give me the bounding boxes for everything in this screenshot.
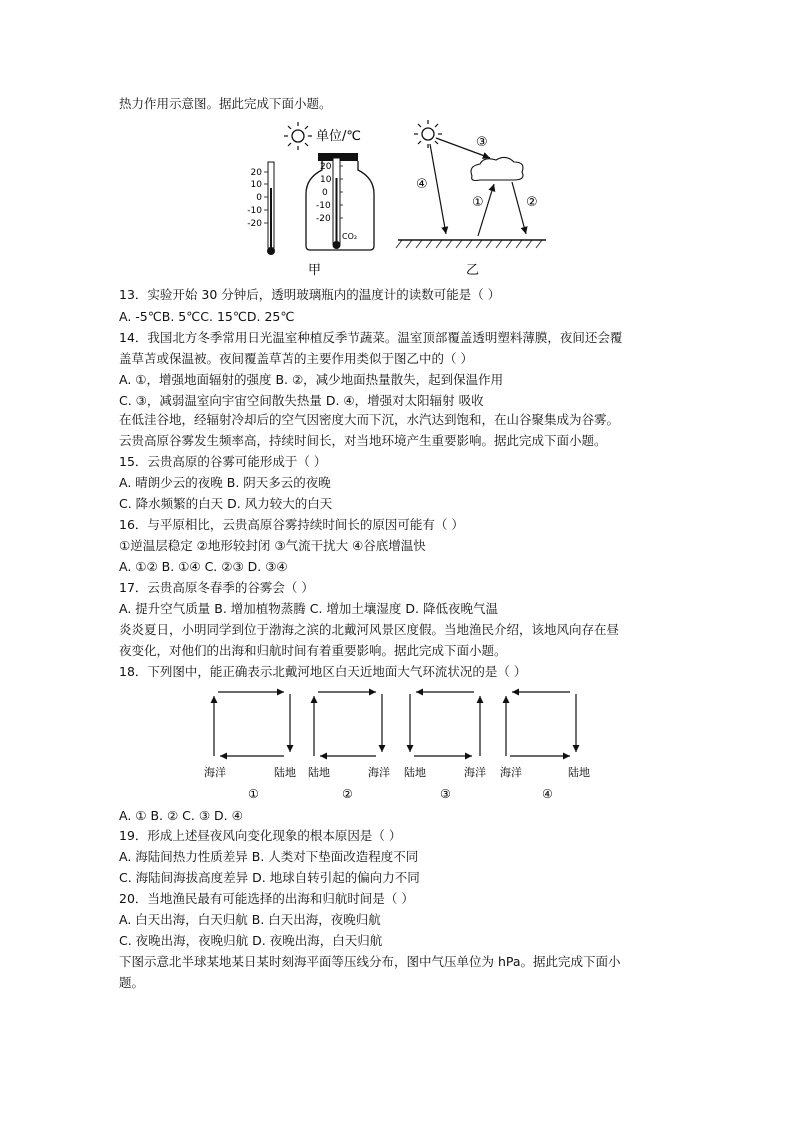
passage-isobar-cont: 题。 bbox=[119, 975, 145, 990]
svg-text:海洋: 海洋 bbox=[368, 766, 390, 779]
svg-text:海洋: 海洋 bbox=[204, 766, 226, 779]
svg-text:10: 10 bbox=[320, 175, 332, 185]
arrow-label-2: ② bbox=[526, 195, 538, 210]
circulation-diagram-1 bbox=[204, 692, 296, 801]
q19-options-ab: A. 海陆间热力性质差异 B. 人类对下垫面改造程度不同 bbox=[119, 849, 419, 864]
svg-text:-10: -10 bbox=[247, 206, 262, 216]
svg-text:20: 20 bbox=[250, 168, 262, 178]
unit-label: 单位/℃ bbox=[316, 129, 361, 144]
svg-text:0: 0 bbox=[322, 188, 328, 198]
passage-valley-fog: 在低洼谷地，经辐射冷却后的空气因密度大而下沉，水汽达到饱和，在山谷聚集成为谷雾。 bbox=[119, 412, 620, 427]
q13-options: A. -5℃B. 5℃C. 15℃D. 25℃ bbox=[119, 309, 295, 324]
outside-thermometer bbox=[247, 162, 275, 255]
circulation-diagram-4 bbox=[500, 692, 590, 801]
svg-text:海洋: 海洋 bbox=[500, 766, 522, 779]
passage-beidaihe-cont: 夜变化，对他们的出海和归航时间有着重要影响。据此完成下面小题。 bbox=[119, 643, 507, 658]
q14-options-cd: C. ③，减弱温室向宇宙空间散失热量 D. ④，增强对太阳辐射 吸收 bbox=[119, 393, 484, 408]
svg-text:-10: -10 bbox=[316, 201, 331, 211]
arrow-label-3: ③ bbox=[476, 135, 488, 150]
q16-options: A. ①② B. ①④ C. ②③ D. ③④ bbox=[119, 559, 288, 574]
q15-stem: 15．云贵高原的谷雾可能形成于（ ） bbox=[119, 454, 327, 469]
q16-stem: 16．与平原相比，云贵高原谷雾持续时间长的原因可能有（ ） bbox=[119, 517, 464, 532]
q16-items: ①逆温层稳定 ②地形较封闭 ③气流干扰大 ④谷底增温快 bbox=[119, 538, 426, 553]
q20-options-ab: A. 白天出海，白天归航 B. 白天出海，夜晚归航 bbox=[119, 912, 381, 927]
arrow-label-1: ① bbox=[472, 195, 484, 210]
q20-options-cd: C. 夜晚出海，夜晚归航 D. 夜晚出海，白天归航 bbox=[119, 933, 383, 948]
svg-text:-20: -20 bbox=[316, 214, 331, 224]
q14-stem-cont: 盖草苫或保温被。夜间覆盖草苫的主要作用类似于图乙中的（ ） bbox=[119, 351, 473, 366]
circulation-diagrams bbox=[198, 684, 608, 806]
arrow-label-4: ④ bbox=[416, 177, 428, 192]
svg-text:④: ④ bbox=[542, 787, 553, 801]
q15-options-ab: A. 晴朗少云的夜晚 B. 阴天多云的夜晚 bbox=[119, 475, 331, 490]
cloud-icon bbox=[471, 157, 523, 180]
svg-text:陆地: 陆地 bbox=[274, 766, 296, 779]
passage-valley-fog-cont: 云贵高原谷雾发生频率高，持续时间长，对当地环境产生重要影响。据此完成下面小题。 bbox=[119, 433, 607, 448]
passage-beidaihe: 炎炎夏日，小明同学到位于渤海之滨的北戴河风景区度假。当地渔民介绍，该地风向存在昼 bbox=[119, 622, 620, 637]
heat-effect-figure bbox=[240, 118, 560, 280]
sun-icon bbox=[284, 122, 312, 150]
svg-text:陆地: 陆地 bbox=[308, 766, 330, 779]
circulation-diagram-3 bbox=[404, 692, 486, 801]
q19-options-cd: C. 海陆间海拔高度差异 D. 地球自转引起的偏向力不同 bbox=[119, 870, 420, 885]
svg-text:10: 10 bbox=[250, 180, 262, 190]
glass-bottle bbox=[306, 153, 374, 250]
q13-stem: 13．实验开始 30 分钟后，透明玻璃瓶内的温度计的读数可能是（ ） bbox=[119, 287, 501, 302]
q18-options: A. ① B. ② C. ③ D. ④ bbox=[119, 808, 243, 823]
figure-label-jia: 甲 bbox=[308, 263, 322, 278]
q17-stem: 17．云贵高原冬春季的谷雾会（ ） bbox=[119, 580, 314, 595]
q14-options-ab: A. ①，增强地面辐射的强度 B. ②，减少地面热量散失，起到保温作用 bbox=[119, 372, 504, 387]
co2-label: CO₂ bbox=[342, 232, 358, 241]
q19-stem: 19．形成上述昼夜风向变化现象的根本原因是（ ） bbox=[119, 828, 402, 843]
q14-stem: 14．我国北方冬季常用日光温室种植反季节蔬菜。温室顶部覆盖透明塑料薄膜，夜间还会覆 bbox=[119, 330, 623, 345]
circulation-diagram-2 bbox=[308, 692, 390, 801]
figure-label-yi: 乙 bbox=[466, 263, 480, 278]
svg-text:③: ③ bbox=[440, 787, 451, 801]
q17-options: A. 提升空气质量 B. 增加植物蒸腾 C. 增加土壤湿度 D. 降低夜晚气温 bbox=[119, 601, 498, 616]
passage-isobar: 下图示意北半球某地某日某时刻海平面等压线分布，图中气压单位为 hPa。据此完成下面小 bbox=[119, 954, 621, 969]
q20-stem: 20．当地渔民最有可能选择的出海和归航时间是（ ） bbox=[119, 891, 414, 906]
passage-intro: 热力作用示意图。据此完成下面小题。 bbox=[119, 96, 332, 111]
svg-text:海洋: 海洋 bbox=[464, 766, 486, 779]
svg-text:20: 20 bbox=[320, 162, 332, 172]
q18-stem: 18．下列图中，能正确表示北戴河地区白天近地面大气环流状况的是（ ） bbox=[119, 664, 527, 679]
svg-text:陆地: 陆地 bbox=[404, 766, 426, 779]
svg-text:陆地: 陆地 bbox=[568, 766, 590, 779]
q15-options-cd: C. 降水频繁的白天 D. 风力较大的白天 bbox=[119, 496, 333, 511]
svg-text:①: ① bbox=[248, 787, 259, 801]
sun-icon bbox=[414, 120, 442, 148]
svg-text:0: 0 bbox=[256, 193, 262, 203]
svg-text:-20: -20 bbox=[247, 219, 262, 229]
svg-text:②: ② bbox=[342, 787, 353, 801]
